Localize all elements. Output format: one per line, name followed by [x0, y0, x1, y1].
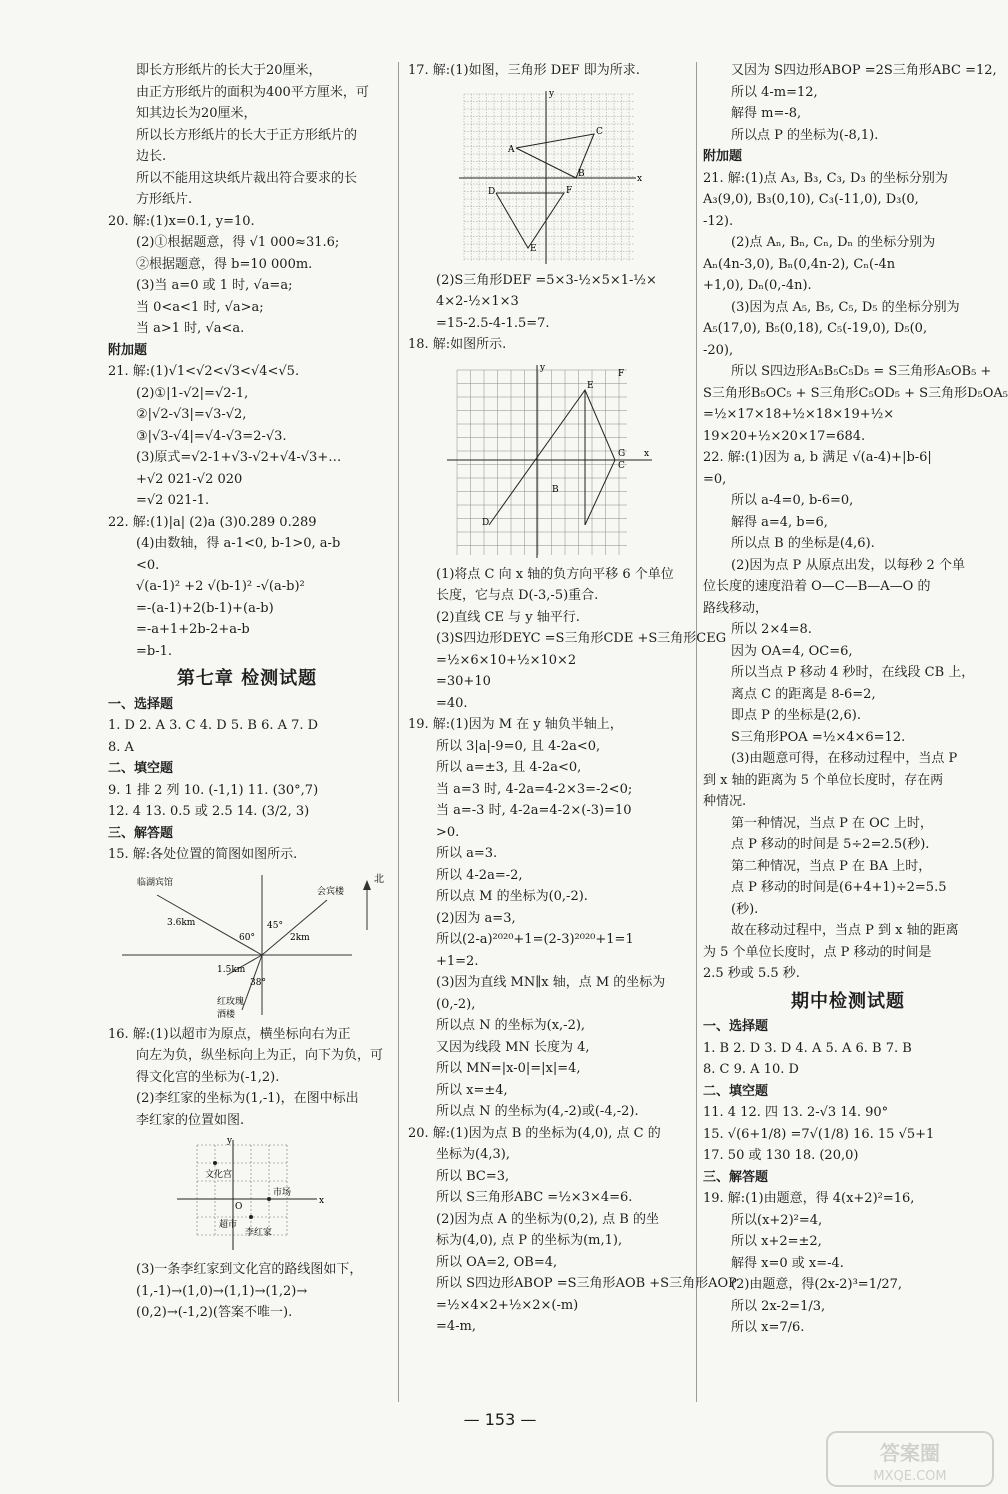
- restaurant-label: 酒楼: [217, 1009, 236, 1020]
- text-line: 解得 m=-8,: [731, 106, 802, 121]
- north-label: 北: [374, 873, 384, 885]
- text-line: 到 x 轴的距离为 5 个单位长度时，存在两: [703, 772, 944, 788]
- text-line: (3)一条李红家到文化宫的路线图如下，: [136, 1262, 363, 1277]
- svg-text:答案圈: 答案圈: [880, 1441, 940, 1465]
- text-line: ③|√3-√4|=√4-√3=2-√3.: [136, 428, 287, 444]
- text-line: 所以当点 P 移动 4 秒时，在线段 CB 上，: [731, 665, 975, 680]
- text-line: 所以点 P 的坐标为(-8,1).: [731, 127, 879, 143]
- text-line: 为 5 个单位长度时，点 P 移动的时间是: [703, 944, 932, 960]
- fig18-label-e: E: [586, 380, 594, 391]
- text-line: 即点 P 的坐标是(2,6).: [731, 708, 861, 723]
- section-heading: 一、选择题: [108, 696, 174, 712]
- fig17-label-c: C: [596, 126, 603, 137]
- column-divider-2: [696, 62, 697, 1402]
- fig17-y-axis: y: [549, 88, 555, 99]
- text-line: +1,0), Dₙ(0,-4n).: [703, 278, 812, 293]
- text-line: 4×2-½×1×3: [436, 294, 519, 309]
- text-line: 15. √(6+1/8) =7√(1/8) 16. 15 √5+1: [703, 1126, 935, 1142]
- angle-45: 45°: [267, 920, 283, 931]
- text-line: (0,2)→(-1,2)(答案不唯一).: [136, 1305, 293, 1320]
- fig18-label-b: B: [551, 484, 559, 495]
- fig18-x-axis: x: [643, 448, 649, 459]
- market-label: 市场: [273, 1188, 292, 1198]
- midterm-title: 期中检测试题: [791, 990, 905, 1012]
- text-line: 当 a=3 时, 4-2a=4-2×3=-2<0;: [436, 781, 633, 797]
- fig18-label-g: G: [617, 448, 625, 459]
- text-line: =40.: [436, 695, 468, 711]
- text-line: 种情况.: [703, 794, 747, 809]
- text-line: S三角形POA =½×4×6=12.: [731, 729, 906, 745]
- text-line: 19. 解:(1)因为 M 在 y 轴负半轴上，: [408, 717, 623, 732]
- text-line: 标为(4,0), 点 P 的坐标为(m,1),: [436, 1233, 623, 1248]
- text-line: (2)S三角形DEF =5×3-½×5×1-½×: [436, 272, 657, 288]
- text-line: 当 a>1 时, √a<a.: [136, 321, 245, 336]
- text-line: 边长.: [136, 149, 167, 164]
- text-line: 所以 4-2a=-2,: [436, 867, 523, 883]
- text-line: (3)S四边形DEYC =S三角形CDE +S三角形CEG: [436, 631, 727, 646]
- text-line: 所以 2x-2=1/3,: [731, 1298, 826, 1314]
- text-line: 所以 x=±4,: [436, 1082, 508, 1098]
- text-line: (1,-1)→(1,0)→(1,1)→(1,2)→: [136, 1283, 308, 1299]
- text-line: (2)李红家的坐标为(1,-1)，在图中标出: [136, 1091, 359, 1106]
- text-line: (2)因为 a=3,: [436, 910, 516, 926]
- text-line: 2.5 秒或 5.5 秒.: [703, 966, 800, 981]
- text-line: =b-1.: [136, 643, 173, 659]
- text-line: 点 P 移动的时间是(6+4+1)÷2=5.5: [731, 880, 947, 895]
- supermarket-label: 超市: [219, 1220, 238, 1230]
- figure-18-quadrilateral: [442, 360, 657, 560]
- text-line: 所以 BC=3,: [436, 1168, 510, 1184]
- text-line: 所以 S四边形ABOP =S三角形AOB +S三角形AOP: [436, 1276, 737, 1291]
- distance-1-5km: 1.5km: [217, 964, 246, 975]
- text-line: =-(a-1)+2(b-1)+(a-b): [136, 600, 274, 616]
- text-line: 所以不能用这块纸片裁出符合要求的长: [136, 170, 358, 186]
- text-line: (2)①根据题意，得 √1 000≈31.6;: [136, 235, 340, 250]
- text-line: √(a-1)² +2 √(b-1)² -√(a-b)²: [136, 579, 305, 594]
- section-heading: 一、选择题: [703, 1019, 769, 1034]
- fig18-y-axis: y: [539, 362, 545, 373]
- text-line: 当 0<a<1 时, √a>a;: [136, 299, 264, 315]
- figure-17-triangle-def: [454, 86, 644, 266]
- text-line: 19×20+½×20×17=684.: [703, 428, 866, 444]
- text-line: >0.: [436, 824, 460, 840]
- text-line: 22. 解:(1)因为 a, b 满足 √(a-4)+|b-6|: [703, 450, 932, 465]
- text-line: (2)由题意，得(2x-2)³=1/27,: [731, 1277, 903, 1292]
- fig17-label-d: D: [488, 186, 496, 197]
- text-line: =½×6×10+½×10×2: [436, 652, 577, 668]
- fig16-x-axis: x: [319, 1196, 325, 1206]
- text-line: ②|√2-√3|=√3-√2,: [136, 407, 247, 422]
- section-heading: 三、解答题: [108, 825, 174, 841]
- text-line: 所以 a-4=0, b-6=0,: [731, 493, 854, 508]
- text-line: 第二种情况，当点 P 在 BA 上时，: [731, 858, 932, 874]
- col1-block-2: [108, 694, 386, 866]
- distance-3-6km: 3.6km: [167, 917, 196, 928]
- text-line: 8. A: [108, 739, 134, 755]
- text-line: 李红家的位置如图.: [136, 1112, 245, 1128]
- text-line: =15-2.5-4-1.5=7.: [436, 315, 550, 331]
- distance-2km: 2km: [290, 932, 310, 943]
- text-line: (1)将点 C 向 x 轴的负方向平移 6 个单位: [436, 566, 674, 582]
- page-number: — 153 —: [463, 1410, 537, 1429]
- column-1: [108, 60, 386, 1324]
- text-line: 第一种情况，当点 P 在 OC 上时，: [731, 815, 933, 831]
- text-line: (2)点 Aₙ, Bₙ, Cₙ, Dₙ 的坐标分别为: [731, 235, 936, 250]
- text-line: (3)由题意可得，在移动过程中，当点 P: [731, 751, 958, 766]
- fig18-label-c: C: [617, 460, 625, 471]
- text-line: 所以点 B 的坐标是(4,6).: [731, 536, 875, 551]
- text-line: 位长度的速度沿着 O—C—B—A—O 的: [703, 579, 931, 594]
- text-line: 所以 4-m=12,: [731, 84, 818, 100]
- text-line: 9. 1 排 2 列 10. (-1,1) 11. (30°,7): [108, 782, 319, 798]
- text-line: (4)由数轴，得 a-1<0, b-1>0, a-b: [136, 536, 341, 551]
- fig17-label-b: B: [578, 168, 585, 179]
- text-line: (秒).: [731, 901, 759, 917]
- text-line: (2)直线 CE 与 y 轴平行.: [436, 609, 580, 625]
- text-line: 所以点 N 的坐标为(x,-2),: [436, 1018, 586, 1033]
- text-line: ②根据题意，得 b=10 000m.: [136, 256, 313, 272]
- fig16-y-axis: y: [227, 1136, 233, 1146]
- text-line: 解得 a=4, b=6,: [731, 514, 828, 530]
- text-line: 所以点 N 的坐标为(4,-2)或(-4,-2).: [436, 1104, 639, 1119]
- text-line: 18. 解:如图所示.: [408, 337, 507, 352]
- text-line: 17. 50 或 130 18. (20,0): [703, 1148, 859, 1163]
- text-line: A₃(9,0), B₃(0,10), C₃(-11,0), D₃(0,: [703, 192, 919, 207]
- text-line: 16. 解:(1)以超市为原点，横坐标向右为正: [108, 1026, 351, 1042]
- text-line: 21. 解:(1)点 A₃, B₃, C₃, D₃ 的坐标分别为: [703, 170, 948, 186]
- col2-block-2: [408, 270, 690, 356]
- text-line: 点 P 移动的时间是 5÷2=2.5(秒).: [731, 837, 930, 852]
- section-heading: 三、解答题: [703, 1169, 769, 1185]
- text-line: 所以 x+2=±2,: [731, 1234, 822, 1249]
- hotel-label: 临湖宾馆: [137, 877, 174, 888]
- text-line: 所以 OA=2, OB=4,: [436, 1254, 558, 1270]
- text-line: 17. 解:(1)如图，三角形 DEF 即为所求.: [408, 63, 640, 78]
- text-line: 19. 解:(1)由题意，得 4(x+2)²=16,: [703, 1191, 915, 1206]
- text-line: 8. C 9. A 10. D: [703, 1062, 799, 1077]
- text-line: 故在移动过程中，当点 P 到 x 轴的距离: [731, 923, 959, 938]
- fig18-label-d: D: [481, 517, 489, 528]
- col1-block-1: [108, 60, 386, 662]
- text-line: 所以 a=3.: [436, 846, 498, 861]
- angle-38: 38°: [250, 977, 266, 988]
- text-line: (3)当 a=0 或 1 时, √a=a;: [136, 278, 293, 293]
- text-line: -20),: [703, 342, 734, 358]
- text-line: 所以 x=7/6.: [731, 1320, 805, 1335]
- text-line: (2)因为点 A 的坐标为(0,2), 点 B 的坐: [436, 1211, 659, 1227]
- text-line: 所以 S三角形ABC =½×3×4=6.: [436, 1190, 633, 1205]
- text-line: (3)原式=√2-1+√3-√2+√4-√3+…: [136, 450, 342, 465]
- text-line: (2)①|1-√2|=√2-1,: [136, 385, 249, 401]
- section-heading: 二、填空题: [108, 761, 174, 776]
- chapter-7-title: 第七章 检测试题: [176, 668, 318, 689]
- meeting-hall-label: 会宾楼: [317, 886, 345, 897]
- text-line: 当 a=-3 时, 4-2a=4-2×(-3)=10: [436, 803, 632, 818]
- figure-16-coordinate-map: [167, 1135, 327, 1255]
- text-line: +√2 021-√2 020: [136, 471, 243, 487]
- text-line: 解得 x=0 或 x=-4.: [731, 1255, 844, 1271]
- text-line: 坐标为(4,3),: [436, 1147, 510, 1162]
- col1-block-3: [108, 1024, 386, 1132]
- section-heading: 附加题: [108, 342, 148, 358]
- text-line: 所以长方形纸片的长大于正方形纸片的: [136, 127, 358, 143]
- home-label: 李红家: [245, 1228, 273, 1238]
- text-line: 得文化宫的坐标为(-1,2).: [136, 1069, 280, 1085]
- text-line: 所以 S四边形A₅B₅C₅D₅ = S三角形A₅OB₅ +: [731, 364, 992, 379]
- text-line: =½×17×18+½×18×19+½×: [703, 407, 895, 422]
- col2-block-1: [408, 60, 690, 82]
- text-line: 1. D 2. A 3. C 4. D 5. B 6. A 7. D: [108, 718, 319, 733]
- text-line: (2)因为点 P 从原点出发，以每秒 2 个单: [731, 557, 965, 573]
- text-line: 路线移动，: [703, 600, 769, 616]
- text-line: =√2 021-1.: [136, 493, 210, 508]
- text-line: 11. 4 12. 四 13. 2-√3 14. 90°: [703, 1105, 889, 1120]
- text-line: =4-m,: [436, 1319, 477, 1334]
- text-line: 15. 解:各处位置的简图如图所示.: [108, 847, 298, 862]
- fig17-label-f: F: [566, 185, 573, 196]
- column-3: [703, 60, 1008, 1339]
- text-line: (0,-2),: [436, 996, 476, 1012]
- figure-15-location-sketch: [112, 870, 382, 1020]
- watermark-logo: [825, 1430, 995, 1488]
- text-line: 因为 OA=4, OC=6,: [731, 643, 853, 659]
- text-line: 离点 C 的距离是 8-6=2,: [731, 686, 876, 702]
- text-line: 向左为负，纵坐标向上为正，向下为负，可: [136, 1048, 384, 1063]
- fig17-x-axis: x: [637, 173, 643, 184]
- text-line: 所以 a=±3, 且 4-2a<0,: [436, 760, 582, 775]
- text-line: 20. 解:(1)因为点 B 的坐标为(4,0), 点 C 的: [408, 1125, 661, 1141]
- text-line: 由正方形纸片的面积为400平方厘米，可: [136, 84, 369, 100]
- col3-block-1: [703, 60, 1008, 985]
- text-line: 方形纸片.: [136, 192, 193, 207]
- text-line: 20. 解:(1)x=0.1, y=10.: [108, 213, 255, 229]
- text-line: 所以(2-a)²⁰²⁰+1=(2-3)²⁰²⁰+1=1: [436, 932, 634, 947]
- text-line: S三角形B₅OC₅ + S三角形C₅OD₅ + S三角形D₅OA₅: [703, 385, 1008, 401]
- text-line: =0,: [703, 471, 727, 487]
- text-line: 又因为 S四边形ABOP =2S三角形ABC =12,: [731, 63, 997, 78]
- fig18-label-f: F: [617, 368, 624, 379]
- fig17-label-e: E: [530, 243, 537, 254]
- text-line: <0.: [136, 557, 160, 573]
- text-line: 所以 3|a|-9=0, 且 4-2a<0,: [436, 738, 601, 754]
- section-heading: 附加题: [703, 149, 743, 164]
- text-line: -12).: [703, 213, 734, 229]
- culture-palace-label: 文化宫: [205, 1170, 233, 1180]
- text-line: 22. 解:(1)|a| (2)a (3)0.289 0.289: [108, 514, 317, 530]
- col1-block-4: [108, 1259, 386, 1324]
- text-line: =30+10: [436, 674, 491, 689]
- text-line: Aₙ(4n-3,0), Bₙ(0,4n-2), Cₙ(-4n: [703, 256, 896, 272]
- text-line: (3)因为直线 MN∥x 轴，点 M 的坐标为: [436, 975, 666, 990]
- svg-text:MXQE.COM: MXQE.COM: [873, 1469, 947, 1484]
- col3-block-2: [703, 1016, 993, 1339]
- text-line: 所以 MN=|x-0|=|x|=4,: [436, 1061, 581, 1076]
- text-line: =½×4×2+½×2×(-m): [436, 1297, 579, 1313]
- text-line: 长度，它与点 D(-3,-5)重合.: [436, 588, 599, 603]
- text-line: =-a+1+2b-2+a-b: [136, 622, 250, 637]
- text-line: 知其边长为20厘米，: [136, 106, 257, 121]
- column-divider-1: [398, 62, 399, 1402]
- text-line: 所以点 M 的坐标为(0,-2).: [436, 889, 588, 904]
- text-line: 即长方形纸片的长大于20厘米，: [136, 63, 322, 78]
- fig17-label-a: A: [508, 144, 515, 155]
- text-line: +1=2.: [436, 953, 479, 969]
- angle-60: 60°: [239, 932, 255, 943]
- rose-label: 红玫瑰: [217, 996, 245, 1007]
- text-line: 12. 4 13. 0.5 或 2.5 14. (3/2, 3): [108, 804, 310, 819]
- text-line: 所以 2×4=8.: [731, 622, 812, 637]
- text-line: A₅(17,0), B₅(0,18), C₅(-19,0), D₅(0,: [703, 321, 928, 336]
- text-line: (3)因为点 A₅, B₅, C₅, D₅ 的坐标分别为: [731, 299, 960, 315]
- text-line: 所以(x+2)²=4,: [731, 1212, 823, 1228]
- text-line: 1. B 2. D 3. D 4. A 5. A 6. B 7. B: [703, 1040, 912, 1056]
- text-line: 21. 解:(1)√1<√2<√3<√4<√5.: [108, 364, 300, 379]
- origin-label: O: [235, 1202, 243, 1212]
- section-heading: 二、填空题: [703, 1083, 769, 1099]
- text-line: 又因为线段 MN 长度为 4,: [436, 1039, 590, 1055]
